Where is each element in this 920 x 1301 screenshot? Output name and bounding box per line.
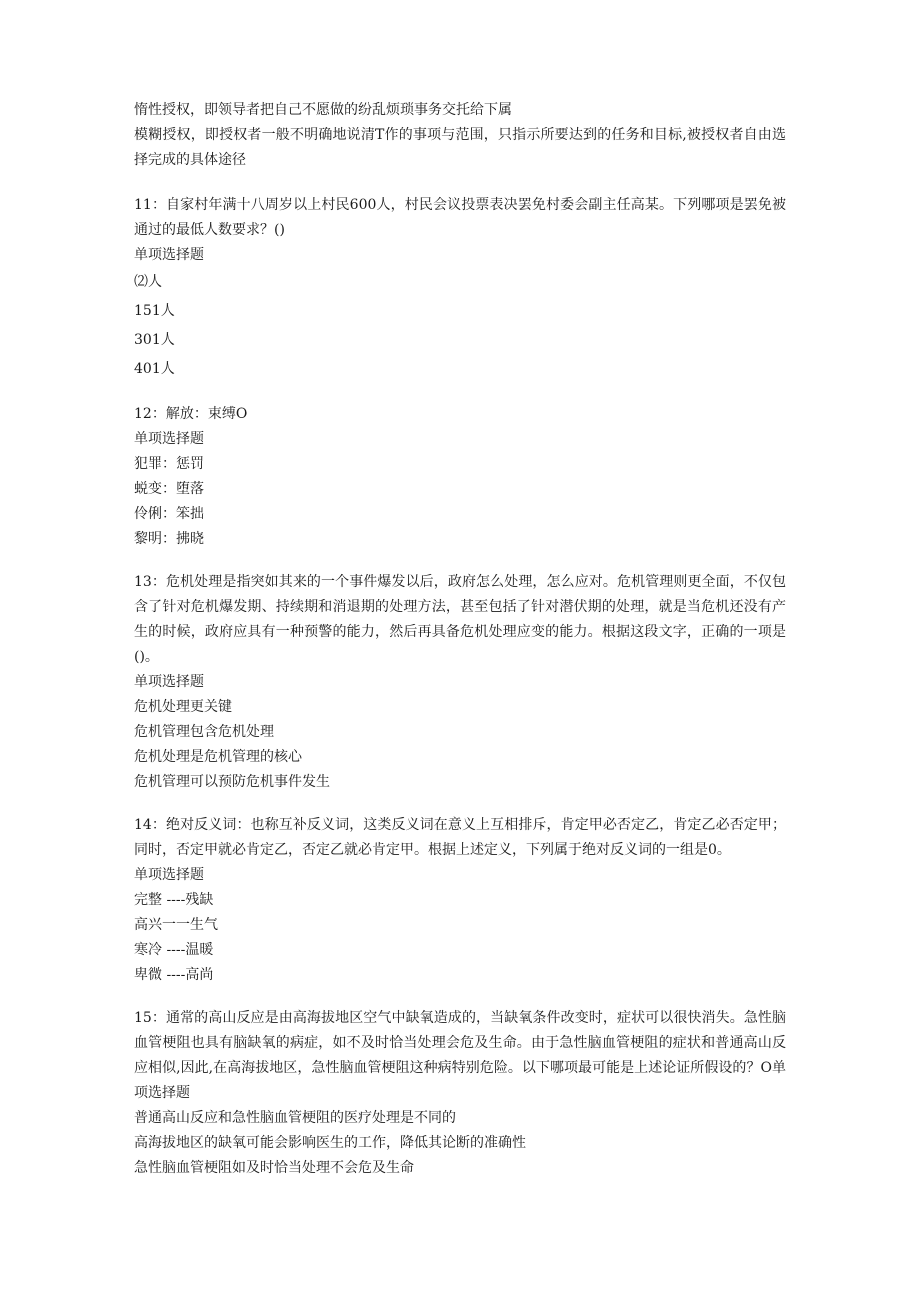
- option: 151人: [134, 303, 175, 319]
- option: 危机处理更关键: [134, 699, 232, 715]
- option: 寒冷 ----温暖: [134, 942, 214, 958]
- question-type: 单项选择题: [134, 431, 204, 447]
- option: 急性脑血管梗阻如及时恰当处理不会危及生命: [134, 1160, 414, 1176]
- question-stem: 11：自家村年满十八周岁以上村民600人，村民会议投票表决罢免村委会副主任高某。下列哪项是罢免被通过的最低人数要求？(): [134, 197, 786, 238]
- document-page: [134, 98, 786, 1181]
- question-11: [134, 193, 786, 384]
- option: 黎明：拂晓: [134, 531, 204, 547]
- option: 高海拔地区的缺氧可能会影响医生的工作，降低其论断的准确性: [134, 1135, 526, 1151]
- question-stem: 13：危机处理是指突如其来的一个事件爆发以后，政府怎么处理，怎么应对。危机管理则更全面，不仅包含了针对危机爆发期、持续期和消退期的处理方法，甚至包括了针对潜伏期的处理，就是当危机还没有产生的时候，政府应具有一种预警的能力，然后再具备危机处理应变的能力。根据这段文字，正确的一项是()。: [134, 574, 786, 665]
- option: 危机管理包含危机处理: [134, 724, 274, 740]
- question-type: 单项选择题: [134, 867, 204, 883]
- question-14: [134, 813, 786, 988]
- option: 危机管理可以预防危机事件发生: [134, 774, 330, 790]
- option: 普通高山反应和急性脑血管梗阻的医疗处理是不同的: [134, 1110, 456, 1126]
- option: 高兴一一生气: [134, 917, 218, 933]
- question-stem: 14：绝对反义词：也称互补反义词，这类反义词在意义上互相排斥，肯定甲必否定乙，肯定乙必否定甲；同时，否定甲就必肯定乙，否定乙就必肯定甲。根据上述定义，下列属于绝对反义词的一组是0。: [134, 817, 786, 858]
- question-type: 单项选择题: [134, 247, 204, 263]
- option: ⑵人: [134, 274, 162, 290]
- question-type: 单项选择题: [134, 674, 204, 690]
- question-15: [134, 1006, 786, 1181]
- question-stem: 12：解放：束缚O: [134, 406, 248, 422]
- option: 蜕变：堕落: [134, 481, 204, 497]
- option: 危机处理是危机管理的核心: [134, 749, 302, 765]
- option: 卑微 ----高尚: [134, 967, 214, 983]
- option: 犯罪：惩罚: [134, 456, 204, 472]
- question-stem: 15：通常的高山反应是由高海拔地区空气中缺氧造成的，当缺氧条件改变时，症状可以很快消失。急性脑血管梗阻也具有脑缺氧的病症，如不及时恰当处理会危及生命。由于急性脑血管梗阻的症状和普通高山反应相似,因此,在高海拔地区，急性脑血管梗阻这种病特别危险。以下哪项最可能是上述论证所假设的？O单项选择题: [134, 1010, 786, 1101]
- intro-line: 模糊授权，即授权者一般不明确地说清T作的事项与范围，只指示所要达到的任务和目标,被授权者自由选择完成的具体途径: [134, 127, 786, 168]
- intro-block: [134, 98, 786, 173]
- intro-line: 惰性授权，即领导者把自己不愿做的纷乱烦琐事务交托给下属: [134, 102, 512, 118]
- option: 完整 ----残缺: [134, 892, 214, 908]
- option: 301人: [134, 332, 175, 348]
- option: 伶俐：笨拙: [134, 506, 204, 522]
- option: 401人: [134, 361, 175, 377]
- question-12: [134, 402, 786, 552]
- question-13: [134, 570, 786, 795]
